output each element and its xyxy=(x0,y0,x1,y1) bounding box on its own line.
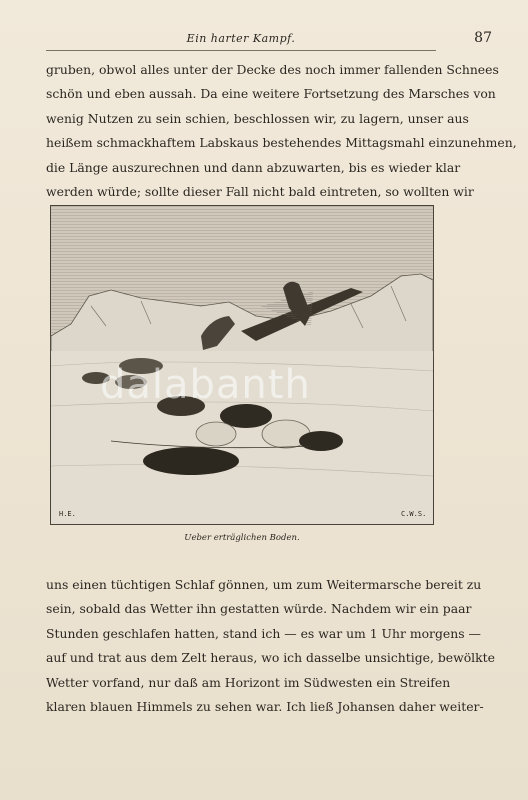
page-number: 87 xyxy=(474,30,492,46)
text-line: uns einen tüchtigen Schlaf gönnen, um zum Weitermarsche bereit zu xyxy=(46,577,482,592)
text-line: sein, sobald das Wetter ihn gestatten würde. Nachdem wir ein paar xyxy=(46,601,472,617)
text-line: die Länge auszurechnen und dann abzuwarten, bis es wieder klar xyxy=(46,159,461,175)
dog xyxy=(115,375,147,389)
running-title: Ein harter Kampf. xyxy=(186,32,296,45)
text-line: heißem schmackhaftem Labskaus bestehendes Mittagsmahl einzunehmen, xyxy=(46,135,517,151)
text-line: werden würde; sollte dieser Fall nicht bald eintreten, so wollten wir xyxy=(46,184,474,200)
text-line: Stunden geschlafen hatten, stand ich — es war um 1 Uhr morgens — xyxy=(46,625,481,641)
text-line: auf und trat aus dem Zelt heraus, wo ich dasselbe unsichtige, bewölkte xyxy=(46,650,495,666)
text-line: schön und eben aussah. Da eine weitere Fortsetzung des Marsches von xyxy=(46,86,496,102)
figure-caption: Ueber erträglichen Boden. xyxy=(184,533,300,543)
signature-right: C.W.S. xyxy=(401,510,427,518)
watermark: dalabanth xyxy=(100,362,311,408)
dog xyxy=(82,372,110,384)
engraving-illustration xyxy=(50,205,434,525)
paragraph-top xyxy=(46,58,517,204)
dog xyxy=(299,431,343,451)
white-dog xyxy=(196,422,236,446)
text-line: Wetter vorfand, nur daß am Horizont im Südwesten ein Streifen xyxy=(46,674,451,690)
dog xyxy=(157,396,205,416)
signature-left: H.E. xyxy=(59,510,76,518)
resting-dog xyxy=(143,447,239,475)
page-header xyxy=(46,30,436,51)
text-line: klaren blauen Himmels zu sehen war. Ich ließ Johansen daher weiter- xyxy=(46,699,484,715)
text-line: gruben, obwol alles unter der Decke des noch immer fallenden Schnees xyxy=(46,62,499,77)
paragraph-bottom xyxy=(46,573,495,719)
text-line: wenig Nutzen zu sein schien, beschlossen wir, zu lagern, unser aus xyxy=(46,110,469,126)
dog-team-distant xyxy=(119,358,163,374)
arctic-scene-engraving xyxy=(51,206,433,524)
